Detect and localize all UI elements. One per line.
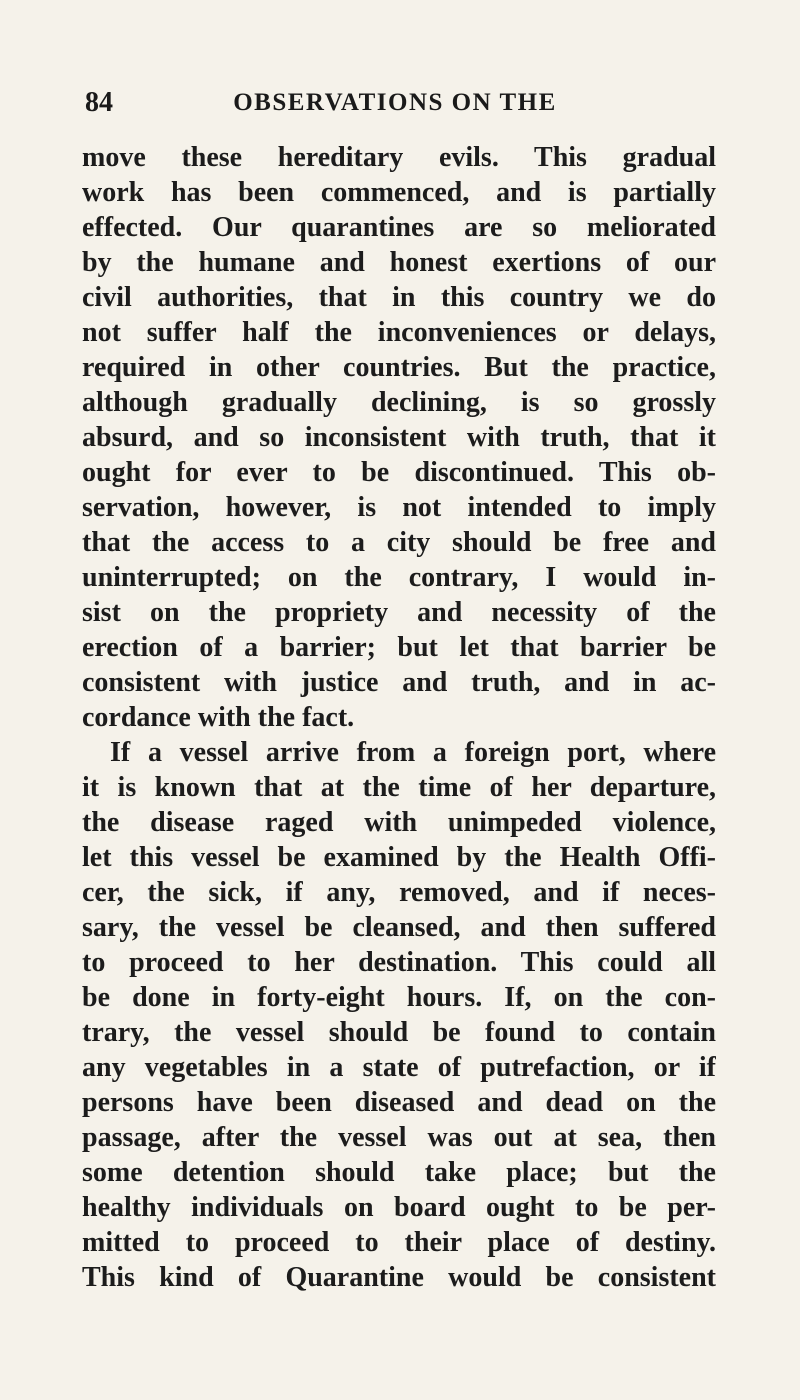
- text-line: by the humane and honest exertions of our: [82, 247, 716, 278]
- text-line: mitted to proceed to their place of destiny.: [82, 1227, 716, 1258]
- text-line: move these hereditary evils. This gradual: [82, 142, 716, 173]
- text-line: cordance with the fact.: [82, 702, 355, 733]
- text-line: let this vessel be examined by the Health Offi-: [82, 842, 716, 873]
- running-head: OBSERVATIONS ON THE: [233, 89, 557, 116]
- text-line: be done in forty-eight hours. If, on the con-: [82, 982, 716, 1013]
- page-number: 84: [85, 87, 113, 118]
- text-line: absurd, and so inconsistent with truth, that it: [82, 422, 716, 453]
- text-line: healthy individuals on board ought to be per-: [82, 1192, 716, 1223]
- text-line: uninterrupted; on the contrary, I would in-: [82, 562, 716, 593]
- text-line: the disease raged with unimpeded violence,: [82, 807, 716, 838]
- text-line: passage, after the vessel was out at sea, then: [82, 1122, 716, 1153]
- text-line: work has been commenced, and is partially: [82, 177, 716, 208]
- text-line: If a vessel arrive from a foreign port, where: [110, 737, 716, 768]
- text-line: ought for ever to be discontinued. This ob-: [82, 457, 716, 488]
- text-line: not suffer half the inconveniences or delays,: [82, 317, 716, 348]
- text-line: consistent with justice and truth, and in ac-: [82, 667, 716, 698]
- body-text: [82, 140, 716, 1295]
- text-line: servation, however, is not intended to imply: [82, 492, 716, 523]
- text-line: trary, the vessel should be found to contain: [82, 1017, 716, 1048]
- text-line: sist on the propriety and necessity of the: [82, 597, 716, 628]
- text-line: although gradually declining, is so grossly: [82, 387, 716, 418]
- text-line: erection of a barrier; but let that barrier be: [82, 632, 716, 663]
- text-line: effected. Our quarantines are so meliorated: [82, 212, 716, 243]
- text-line: This kind of Quarantine would be consistent: [82, 1262, 716, 1293]
- text-line: required in other countries. But the practice,: [82, 352, 716, 383]
- text-line: any vegetables in a state of putrefaction, or if: [82, 1052, 716, 1083]
- text-line: it is known that at the time of her departure,: [82, 772, 716, 803]
- text-line: cer, the sick, if any, removed, and if neces-: [82, 877, 716, 908]
- page-header: [85, 88, 705, 118]
- text-line: persons have been diseased and dead on the: [82, 1087, 716, 1118]
- text-line: sary, the vessel be cleansed, and then suffered: [82, 912, 716, 943]
- text-line: civil authorities, that in this country we do: [82, 282, 716, 313]
- text-line: some detention should take place; but the: [82, 1157, 716, 1188]
- text-line: to proceed to her destination. This could all: [82, 947, 716, 978]
- text-line: that the access to a city should be free and: [82, 527, 716, 558]
